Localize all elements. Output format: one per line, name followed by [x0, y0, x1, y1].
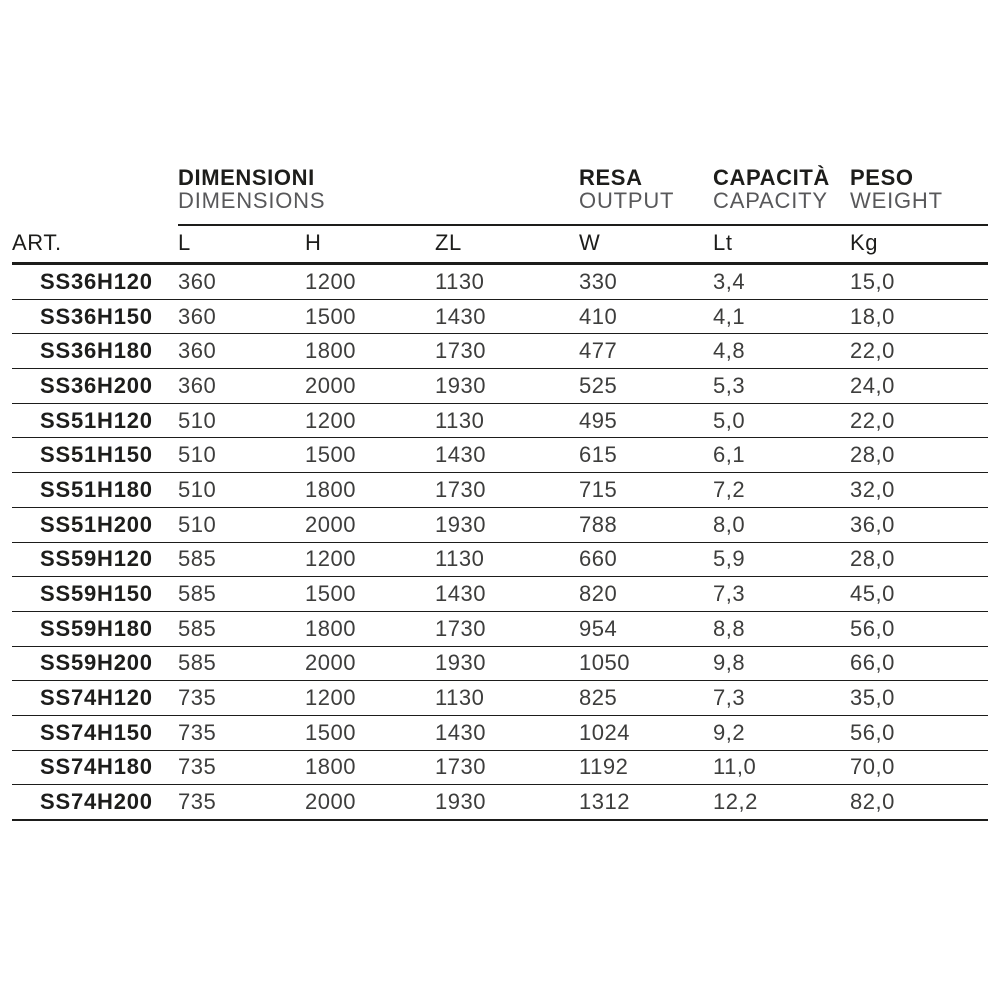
cell-l: 585 [178, 646, 305, 681]
spec-table-body [12, 264, 988, 821]
cell-zl: 1730 [435, 334, 579, 369]
cell-kg: 22,0 [850, 334, 988, 369]
table-row [12, 369, 988, 404]
cell-l: 510 [178, 507, 305, 542]
column-header-kg: Kg [850, 225, 988, 264]
cell-w: 660 [579, 542, 713, 577]
column-header-h: H [305, 225, 435, 264]
group-subtitle-weight: WEIGHT [850, 188, 943, 213]
group-header-dimensions [178, 166, 579, 225]
cell-h: 1200 [305, 542, 435, 577]
cell-lt: 4,1 [713, 299, 850, 334]
cell-lt: 7,3 [713, 577, 850, 612]
table-row [12, 264, 988, 300]
cell-l: 360 [178, 334, 305, 369]
cell-w: 825 [579, 681, 713, 716]
spec-table-head [12, 166, 988, 264]
cell-l: 735 [178, 715, 305, 750]
cell-zl: 1930 [435, 507, 579, 542]
cell-l: 360 [178, 299, 305, 334]
cell-l: 585 [178, 577, 305, 612]
table-row [12, 542, 988, 577]
cell-zl: 1130 [435, 542, 579, 577]
cell-art: SS51H200 [12, 507, 178, 542]
cell-kg: 15,0 [850, 264, 988, 300]
cell-w: 495 [579, 403, 713, 438]
cell-h: 1800 [305, 334, 435, 369]
cell-w: 330 [579, 264, 713, 300]
cell-l: 360 [178, 264, 305, 300]
column-header-zl: ZL [435, 225, 579, 264]
cell-h: 1500 [305, 299, 435, 334]
cell-lt: 11,0 [713, 750, 850, 785]
group-subtitle-dimensions: DIMENSIONS [178, 188, 326, 213]
cell-h: 2000 [305, 369, 435, 404]
cell-lt: 9,2 [713, 715, 850, 750]
cell-art: SS51H150 [12, 438, 178, 473]
group-header-row [12, 166, 988, 225]
cell-zl: 1730 [435, 473, 579, 508]
spec-table-container [12, 166, 988, 821]
cell-kg: 24,0 [850, 369, 988, 404]
cell-l: 510 [178, 473, 305, 508]
table-row [12, 611, 988, 646]
column-header-l: L [178, 225, 305, 264]
cell-art: SS59H120 [12, 542, 178, 577]
table-row [12, 473, 988, 508]
cell-lt: 3,4 [713, 264, 850, 300]
cell-l: 735 [178, 785, 305, 820]
cell-l: 735 [178, 681, 305, 716]
cell-h: 1800 [305, 473, 435, 508]
group-title-weight: PESO [850, 165, 914, 190]
cell-art: SS74H150 [12, 715, 178, 750]
cell-w: 1312 [579, 785, 713, 820]
cell-kg: 45,0 [850, 577, 988, 612]
group-header-weight [850, 166, 988, 225]
table-row [12, 334, 988, 369]
cell-w: 615 [579, 438, 713, 473]
cell-art: SS51H180 [12, 473, 178, 508]
cell-h: 2000 [305, 507, 435, 542]
cell-w: 1192 [579, 750, 713, 785]
cell-l: 585 [178, 611, 305, 646]
cell-zl: 1430 [435, 438, 579, 473]
group-header-capacity [713, 166, 850, 225]
column-header-art: ART. [12, 225, 178, 264]
cell-kg: 22,0 [850, 403, 988, 438]
cell-kg: 82,0 [850, 785, 988, 820]
cell-kg: 56,0 [850, 611, 988, 646]
cell-kg: 36,0 [850, 507, 988, 542]
cell-h: 2000 [305, 646, 435, 681]
cell-zl: 1130 [435, 681, 579, 716]
cell-zl: 1930 [435, 646, 579, 681]
group-title-output: RESA [579, 165, 643, 190]
group-header-output [579, 166, 713, 225]
cell-l: 360 [178, 369, 305, 404]
cell-lt: 8,8 [713, 611, 850, 646]
group-subtitle-output: OUTPUT [579, 188, 675, 213]
cell-art: SS36H120 [12, 264, 178, 300]
cell-kg: 56,0 [850, 715, 988, 750]
cell-lt: 8,0 [713, 507, 850, 542]
cell-zl: 1730 [435, 611, 579, 646]
table-row [12, 681, 988, 716]
cell-art: SS74H200 [12, 785, 178, 820]
cell-w: 820 [579, 577, 713, 612]
cell-lt: 4,8 [713, 334, 850, 369]
cell-h: 1200 [305, 403, 435, 438]
table-row [12, 577, 988, 612]
cell-h: 1800 [305, 611, 435, 646]
cell-lt: 7,2 [713, 473, 850, 508]
cell-h: 1500 [305, 715, 435, 750]
cell-art: SS59H180 [12, 611, 178, 646]
cell-art: SS51H120 [12, 403, 178, 438]
cell-h: 1200 [305, 681, 435, 716]
cell-l: 510 [178, 403, 305, 438]
cell-kg: 66,0 [850, 646, 988, 681]
table-row [12, 299, 988, 334]
cell-l: 510 [178, 438, 305, 473]
cell-zl: 1130 [435, 403, 579, 438]
table-row [12, 750, 988, 785]
table-row [12, 646, 988, 681]
cell-zl: 1930 [435, 785, 579, 820]
cell-art: SS36H200 [12, 369, 178, 404]
cell-w: 1050 [579, 646, 713, 681]
cell-kg: 28,0 [850, 438, 988, 473]
cell-kg: 70,0 [850, 750, 988, 785]
cell-zl: 1930 [435, 369, 579, 404]
table-row [12, 507, 988, 542]
cell-kg: 18,0 [850, 299, 988, 334]
table-row [12, 438, 988, 473]
table-row [12, 403, 988, 438]
table-row [12, 715, 988, 750]
cell-w: 525 [579, 369, 713, 404]
column-header-w: W [579, 225, 713, 264]
cell-art: SS36H180 [12, 334, 178, 369]
cell-l: 585 [178, 542, 305, 577]
cell-h: 1500 [305, 577, 435, 612]
cell-w: 1024 [579, 715, 713, 750]
cell-h: 2000 [305, 785, 435, 820]
group-title-capacity: CAPACITÀ [713, 165, 830, 190]
group-header-art-spacer [12, 166, 178, 225]
cell-zl: 1130 [435, 264, 579, 300]
cell-h: 1200 [305, 264, 435, 300]
cell-lt: 5,9 [713, 542, 850, 577]
cell-lt: 5,0 [713, 403, 850, 438]
table-row [12, 785, 988, 820]
cell-lt: 6,1 [713, 438, 850, 473]
column-header-lt: Lt [713, 225, 850, 264]
cell-w: 477 [579, 334, 713, 369]
cell-zl: 1430 [435, 715, 579, 750]
cell-w: 954 [579, 611, 713, 646]
cell-w: 788 [579, 507, 713, 542]
cell-kg: 32,0 [850, 473, 988, 508]
subheader-row [12, 225, 988, 264]
cell-zl: 1730 [435, 750, 579, 785]
cell-zl: 1430 [435, 577, 579, 612]
cell-lt: 5,3 [713, 369, 850, 404]
group-subtitle-capacity: CAPACITY [713, 188, 828, 213]
cell-kg: 35,0 [850, 681, 988, 716]
cell-zl: 1430 [435, 299, 579, 334]
group-title-dimensions: DIMENSIONI [178, 165, 315, 190]
cell-w: 715 [579, 473, 713, 508]
spec-table [12, 166, 988, 821]
cell-art: SS59H200 [12, 646, 178, 681]
cell-kg: 28,0 [850, 542, 988, 577]
cell-w: 410 [579, 299, 713, 334]
cell-lt: 7,3 [713, 681, 850, 716]
cell-art: SS74H180 [12, 750, 178, 785]
cell-h: 1800 [305, 750, 435, 785]
cell-art: SS74H120 [12, 681, 178, 716]
cell-art: SS59H150 [12, 577, 178, 612]
cell-lt: 12,2 [713, 785, 850, 820]
cell-h: 1500 [305, 438, 435, 473]
cell-art: SS36H150 [12, 299, 178, 334]
cell-lt: 9,8 [713, 646, 850, 681]
cell-l: 735 [178, 750, 305, 785]
